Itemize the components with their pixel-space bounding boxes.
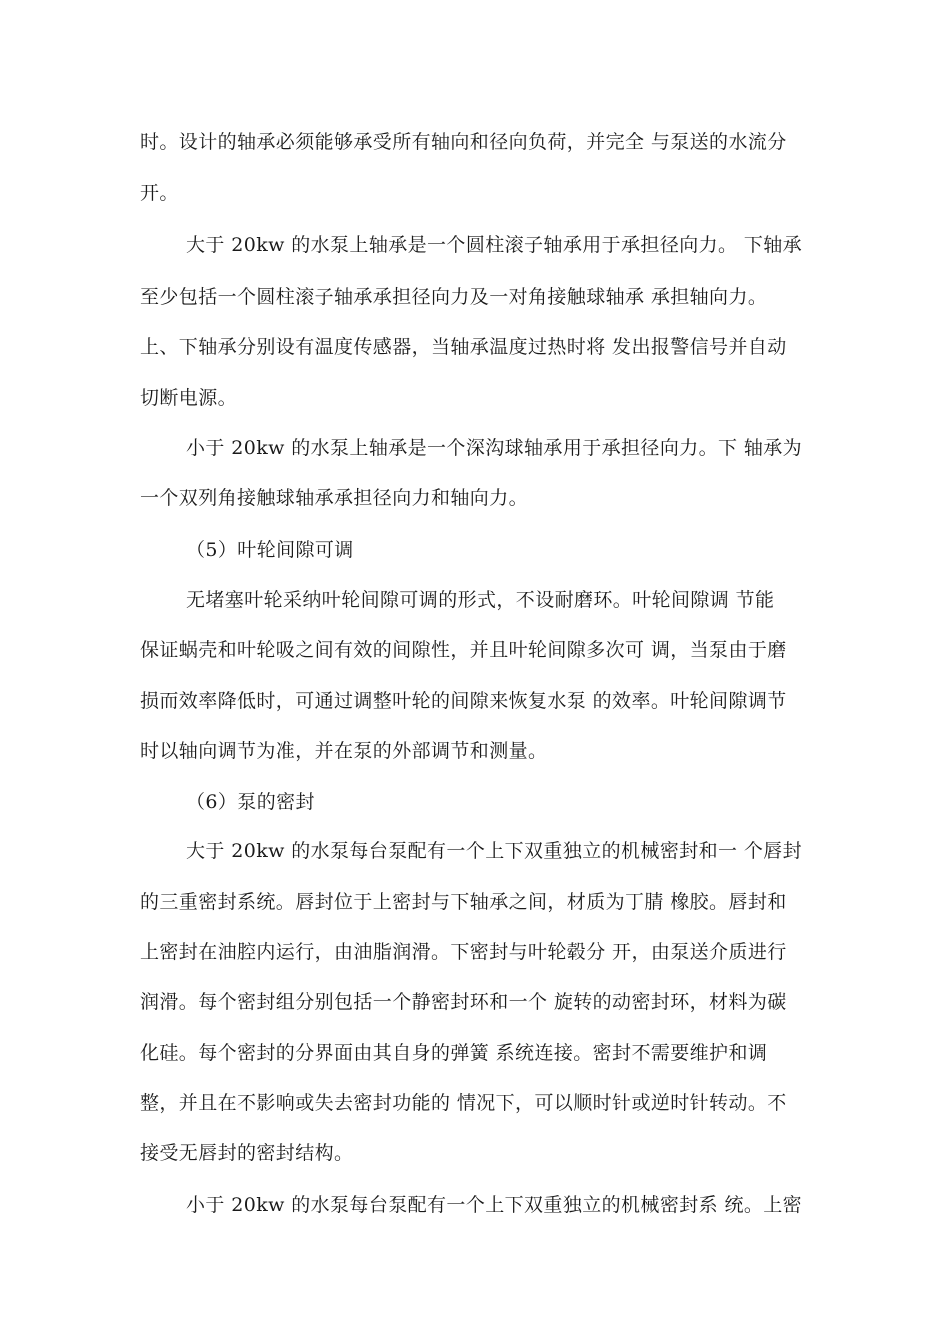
section-heading: （6）泵的密封: [186, 791, 315, 813]
text-line: 的三重密封系统。唇封位于上密封与下轴承之间，材质为丁腈 橡胶。唇封和: [140, 891, 787, 913]
text-line: 时以轴向调节为准，并在泵的外部调节和测量。: [140, 740, 548, 762]
text-line: 切断电源。: [140, 387, 238, 409]
text-line: 整，并且在不影响或失去密封功能的 情况下，可以顺时针或逆时针转动。不: [140, 1092, 787, 1114]
text-line: 时。设计的轴承必须能够承受所有轴向和径向负荷，并完全 与泵送的水流分: [140, 131, 787, 153]
text-line: 保证蜗壳和叶轮吸之间有效的间隙性，并且叶轮间隙多次可 调，当泵由于磨: [140, 639, 787, 661]
section-heading: （5）叶轮间隙可调: [186, 539, 354, 561]
text-line: 一个双列角接触球轴承承担径向力和轴向力。: [140, 487, 529, 509]
text-line: 大于 20kw 的水泵每台泵配有一个上下双重独立的机械密封和一 个唇封: [186, 840, 803, 862]
text-line: 小于 20kw 的水泵上轴承是一个深沟球轴承用于承担径向力。下 轴承为: [186, 437, 803, 459]
text-line: 上、下轴承分别设有温度传感器，当轴承温度过热时将 发出报警信号并自动: [140, 336, 787, 358]
text-line: 接受无唇封的密封结构。: [140, 1142, 354, 1164]
text-line: 大于 20kw 的水泵上轴承是一个圆柱滚子轴承用于承担径向力。 下轴承: [186, 234, 803, 256]
text-line: 化硅。每个密封的分界面由其自身的弹簧 系统连接。密封不需要维护和调: [140, 1042, 768, 1064]
text-line: 开。: [140, 182, 179, 204]
text-line: 上密封在油腔内运行，由油脂润滑。下密封与叶轮毂分 开，由泵送介质进行: [140, 941, 787, 963]
text-line: 损而效率降低时，可通过调整叶轮的间隙来恢复水泵 的效率。叶轮间隙调节: [140, 690, 787, 712]
text-line: 小于 20kw 的水泵每台泵配有一个上下双重独立的机械密封系 统。上密: [186, 1194, 803, 1216]
text-line: 无堵塞叶轮采纳叶轮间隙可调的形式，不设耐磨环。叶轮间隙调 节能: [186, 589, 775, 611]
text-line: 至少包括一个圆柱滚子轴承承担径向力及一对角接触球轴承 承担轴向力。: [140, 286, 768, 308]
text-line: 润滑。每个密封组分别包括一个静密封环和一个 旋转的动密封环，材料为碳: [140, 991, 787, 1013]
